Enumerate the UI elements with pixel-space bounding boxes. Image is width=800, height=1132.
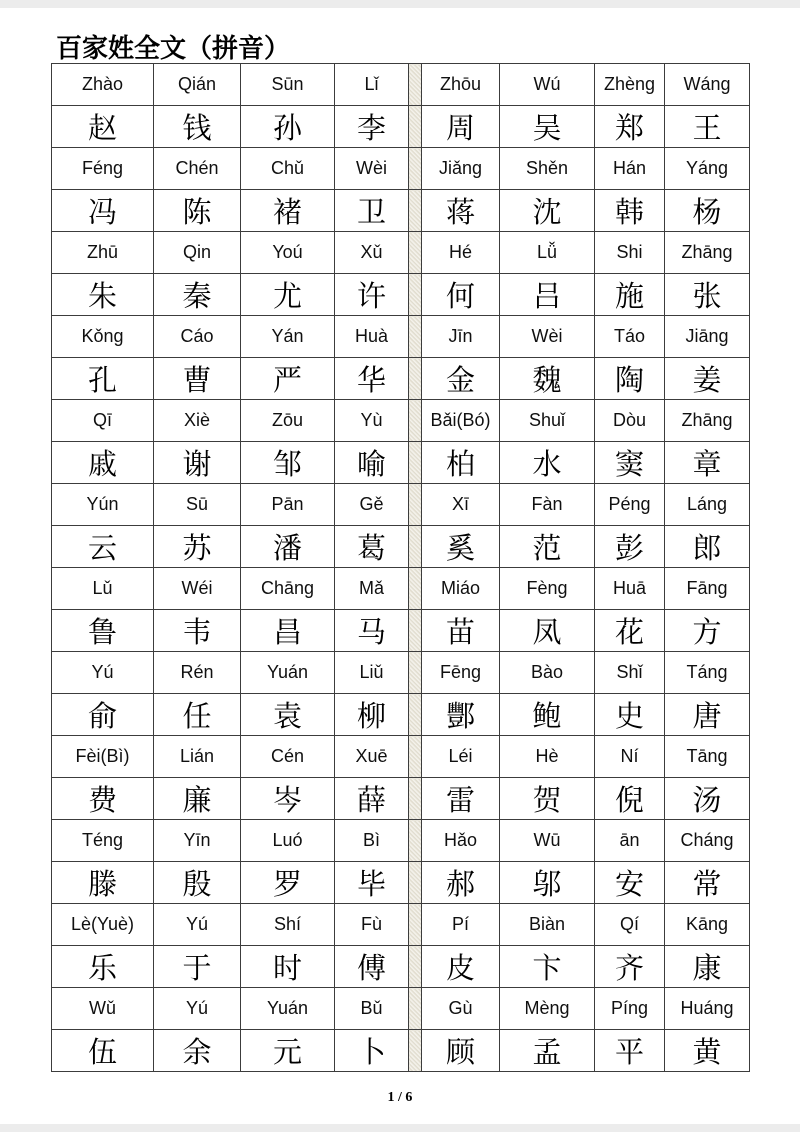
hanzi-cell: 鲍 — [500, 694, 595, 736]
pinyin-cell: Lè(Yuè) — [52, 904, 154, 946]
pinyin-row — [52, 484, 750, 526]
hanzi-row — [52, 946, 750, 988]
hanzi-cell: 赵 — [52, 106, 154, 148]
hanzi-cell: 皮 — [422, 946, 500, 988]
hanzi-cell: 岑 — [241, 778, 335, 820]
pinyin-cell: Gù — [422, 988, 500, 1030]
hanzi-cell: 冯 — [52, 190, 154, 232]
block-divider-cell — [409, 400, 422, 442]
pinyin-cell: Kǒng — [52, 316, 154, 358]
block-divider-cell — [409, 988, 422, 1030]
pinyin-row — [52, 736, 750, 778]
pinyin-cell: Xī — [422, 484, 500, 526]
hanzi-cell: 汤 — [665, 778, 750, 820]
hanzi-cell: 花 — [595, 610, 665, 652]
pinyin-cell: Fàn — [500, 484, 595, 526]
hanzi-cell: 鲁 — [52, 610, 154, 652]
pinyin-cell: Shěn — [500, 148, 595, 190]
pinyin-cell: Fēng — [422, 652, 500, 694]
pinyin-cell: Téng — [52, 820, 154, 862]
block-divider-cell — [409, 64, 422, 106]
pinyin-cell: Chāng — [241, 568, 335, 610]
hanzi-row — [52, 778, 750, 820]
hanzi-cell: 秦 — [154, 274, 241, 316]
pinyin-cell: Tāng — [665, 736, 750, 778]
hanzi-cell: 邬 — [500, 862, 595, 904]
pinyin-cell: Huáng — [665, 988, 750, 1030]
pinyin-cell: Pí — [422, 904, 500, 946]
hanzi-cell: 郎 — [665, 526, 750, 568]
hanzi-cell: 郝 — [422, 862, 500, 904]
pinyin-row — [52, 316, 750, 358]
pinyin-cell: Léi — [422, 736, 500, 778]
hanzi-cell: 陶 — [595, 358, 665, 400]
hanzi-cell: 元 — [241, 1030, 335, 1072]
hanzi-cell: 凤 — [500, 610, 595, 652]
pinyin-cell: Qí — [595, 904, 665, 946]
block-divider-cell — [409, 1030, 422, 1072]
pinyin-cell: Hé — [422, 232, 500, 274]
pinyin-cell: Wèi — [335, 148, 409, 190]
hanzi-cell: 伍 — [52, 1030, 154, 1072]
hanzi-cell: 苏 — [154, 526, 241, 568]
hanzi-cell: 章 — [665, 442, 750, 484]
hanzi-cell: 奚 — [422, 526, 500, 568]
pinyin-row — [52, 820, 750, 862]
page-number: 1 / 6 — [387, 1090, 413, 1105]
pinyin-cell: Wáng — [665, 64, 750, 106]
pinyin-cell: Pān — [241, 484, 335, 526]
hanzi-cell: 孔 — [52, 358, 154, 400]
hanzi-cell: 杨 — [665, 190, 750, 232]
hanzi-cell: 于 — [154, 946, 241, 988]
pinyin-cell: Luó — [241, 820, 335, 862]
hanzi-cell: 许 — [335, 274, 409, 316]
pinyin-cell: Qī — [52, 400, 154, 442]
hanzi-cell: 潘 — [241, 526, 335, 568]
hanzi-cell: 俞 — [52, 694, 154, 736]
hanzi-cell: 韩 — [595, 190, 665, 232]
pinyin-cell: Biàn — [500, 904, 595, 946]
pinyin-cell: Yún — [52, 484, 154, 526]
pinyin-cell: Wèi — [500, 316, 595, 358]
hanzi-cell: 蒋 — [422, 190, 500, 232]
pinyin-cell: Yuán — [241, 652, 335, 694]
hanzi-cell: 袁 — [241, 694, 335, 736]
pinyin-cell: Fù — [335, 904, 409, 946]
hanzi-cell: 时 — [241, 946, 335, 988]
hanzi-cell: 乐 — [52, 946, 154, 988]
hanzi-row — [52, 274, 750, 316]
pinyin-cell: Dòu — [595, 400, 665, 442]
pinyin-cell: Táo — [595, 316, 665, 358]
hanzi-cell: 任 — [154, 694, 241, 736]
hanzi-row — [52, 694, 750, 736]
pinyin-cell: Sū — [154, 484, 241, 526]
hanzi-cell: 沈 — [500, 190, 595, 232]
pinyin-cell: Yú — [52, 652, 154, 694]
hanzi-row — [52, 190, 750, 232]
block-divider-cell — [409, 442, 422, 484]
hanzi-cell: 吴 — [500, 106, 595, 148]
pinyin-cell: Zhū — [52, 232, 154, 274]
pinyin-cell: Wú — [500, 64, 595, 106]
hanzi-cell: 廉 — [154, 778, 241, 820]
pinyin-cell: Lǔ — [52, 568, 154, 610]
hanzi-cell: 薛 — [335, 778, 409, 820]
pinyin-cell: Jiāng — [665, 316, 750, 358]
pinyin-cell: Yù — [335, 400, 409, 442]
pinyin-row — [52, 400, 750, 442]
pinyin-cell: Mǎ — [335, 568, 409, 610]
hanzi-cell: 云 — [52, 526, 154, 568]
pinyin-cell: Jīn — [422, 316, 500, 358]
pinyin-cell: Wéi — [154, 568, 241, 610]
pinyin-cell: Hán — [595, 148, 665, 190]
pinyin-row — [52, 652, 750, 694]
pinyin-cell: Jiǎng — [422, 148, 500, 190]
hanzi-cell: 张 — [665, 274, 750, 316]
pinyin-cell: Lǐ — [335, 64, 409, 106]
pinyin-cell: Rén — [154, 652, 241, 694]
hanzi-cell: 金 — [422, 358, 500, 400]
pinyin-cell: Yoú — [241, 232, 335, 274]
pinyin-cell: Xuē — [335, 736, 409, 778]
pinyin-cell: Bǔ — [335, 988, 409, 1030]
hanzi-cell: 尤 — [241, 274, 335, 316]
pinyin-cell: Xǔ — [335, 232, 409, 274]
pinyin-cell: Qián — [154, 64, 241, 106]
block-divider-cell — [409, 778, 422, 820]
hanzi-cell: 顾 — [422, 1030, 500, 1072]
hanzi-cell: 昌 — [241, 610, 335, 652]
hanzi-cell: 卜 — [335, 1030, 409, 1072]
pinyin-cell: Wū — [500, 820, 595, 862]
pinyin-cell: Yuán — [241, 988, 335, 1030]
hanzi-cell: 彭 — [595, 526, 665, 568]
block-divider-cell — [409, 568, 422, 610]
pinyin-cell: ān — [595, 820, 665, 862]
hanzi-cell: 罗 — [241, 862, 335, 904]
block-divider-cell — [409, 946, 422, 988]
pinyin-cell: Kāng — [665, 904, 750, 946]
hanzi-row — [52, 862, 750, 904]
pinyin-cell: Shi — [595, 232, 665, 274]
pinyin-cell: Yīn — [154, 820, 241, 862]
pinyin-cell: Huā — [595, 568, 665, 610]
hanzi-row — [52, 1030, 750, 1072]
hanzi-cell: 窦 — [595, 442, 665, 484]
block-divider-cell — [409, 610, 422, 652]
pinyin-cell: Táng — [665, 652, 750, 694]
pinyin-cell: Lǚ — [500, 232, 595, 274]
hanzi-cell: 王 — [665, 106, 750, 148]
pinyin-cell: Cén — [241, 736, 335, 778]
pinyin-cell: Shí — [241, 904, 335, 946]
pinyin-cell: Xiè — [154, 400, 241, 442]
pinyin-cell: Sūn — [241, 64, 335, 106]
hanzi-cell: 毕 — [335, 862, 409, 904]
block-divider-cell — [409, 316, 422, 358]
block-divider-cell — [409, 148, 422, 190]
hanzi-cell: 陈 — [154, 190, 241, 232]
pinyin-cell: Bào — [500, 652, 595, 694]
pinyin-cell: Bǎi(Bó) — [422, 400, 500, 442]
hanzi-cell: 余 — [154, 1030, 241, 1072]
pinyin-cell: Chǔ — [241, 148, 335, 190]
hanzi-cell: 平 — [595, 1030, 665, 1072]
pinyin-cell: Péng — [595, 484, 665, 526]
hanzi-cell: 郑 — [595, 106, 665, 148]
hanzi-cell: 柳 — [335, 694, 409, 736]
hanzi-cell: 魏 — [500, 358, 595, 400]
hanzi-cell: 费 — [52, 778, 154, 820]
hanzi-cell: 酆 — [422, 694, 500, 736]
hanzi-row — [52, 358, 750, 400]
hanzi-cell: 孙 — [241, 106, 335, 148]
hanzi-row — [52, 442, 750, 484]
hanzi-cell: 倪 — [595, 778, 665, 820]
pinyin-cell: Zōu — [241, 400, 335, 442]
pinyin-cell: Ní — [595, 736, 665, 778]
hanzi-cell: 葛 — [335, 526, 409, 568]
block-divider-cell — [409, 904, 422, 946]
pinyin-row — [52, 64, 750, 106]
hanzi-cell: 柏 — [422, 442, 500, 484]
pinyin-cell: Bì — [335, 820, 409, 862]
hanzi-cell: 贺 — [500, 778, 595, 820]
pinyin-cell: Féng — [52, 148, 154, 190]
hanzi-row — [52, 610, 750, 652]
hanzi-cell: 喻 — [335, 442, 409, 484]
pinyin-cell: Píng — [595, 988, 665, 1030]
pinyin-cell: Hǎo — [422, 820, 500, 862]
pinyin-cell: Liǔ — [335, 652, 409, 694]
hanzi-cell: 钱 — [154, 106, 241, 148]
block-divider-cell — [409, 526, 422, 568]
hanzi-cell: 雷 — [422, 778, 500, 820]
hanzi-cell: 邹 — [241, 442, 335, 484]
hanzi-cell: 苗 — [422, 610, 500, 652]
hanzi-cell: 何 — [422, 274, 500, 316]
pinyin-cell: Huà — [335, 316, 409, 358]
hanzi-cell: 华 — [335, 358, 409, 400]
pinyin-cell: Miáo — [422, 568, 500, 610]
pinyin-cell: Wǔ — [52, 988, 154, 1030]
hanzi-cell: 姜 — [665, 358, 750, 400]
hanzi-cell: 滕 — [52, 862, 154, 904]
block-divider-cell — [409, 190, 422, 232]
pinyin-cell: Zhèng — [595, 64, 665, 106]
block-divider-cell — [409, 358, 422, 400]
block-divider-cell — [409, 862, 422, 904]
pinyin-cell: Chén — [154, 148, 241, 190]
pinyin-cell: Zhào — [52, 64, 154, 106]
pinyin-row — [52, 568, 750, 610]
page-edge-bottom-bar — [0, 1124, 800, 1132]
pinyin-cell: Lián — [154, 736, 241, 778]
pinyin-cell: Shuǐ — [500, 400, 595, 442]
hanzi-cell: 卞 — [500, 946, 595, 988]
block-divider-cell — [409, 106, 422, 148]
hanzi-cell: 黄 — [665, 1030, 750, 1072]
hanzi-cell: 戚 — [52, 442, 154, 484]
surnames-table — [51, 63, 750, 1072]
hanzi-cell: 吕 — [500, 274, 595, 316]
pinyin-cell: Yú — [154, 904, 241, 946]
pinyin-cell: Yáng — [665, 148, 750, 190]
pinyin-cell: Cáo — [154, 316, 241, 358]
hanzi-cell: 李 — [335, 106, 409, 148]
pinyin-cell: Fèng — [500, 568, 595, 610]
pinyin-cell: Qin — [154, 232, 241, 274]
block-divider-cell — [409, 736, 422, 778]
block-divider-cell — [409, 652, 422, 694]
hanzi-cell: 谢 — [154, 442, 241, 484]
hanzi-cell: 安 — [595, 862, 665, 904]
hanzi-cell: 常 — [665, 862, 750, 904]
hanzi-cell: 卫 — [335, 190, 409, 232]
pinyin-cell: Hè — [500, 736, 595, 778]
hanzi-cell: 朱 — [52, 274, 154, 316]
hanzi-cell: 殷 — [154, 862, 241, 904]
hanzi-cell: 施 — [595, 274, 665, 316]
hanzi-cell: 傅 — [335, 946, 409, 988]
hanzi-cell: 马 — [335, 610, 409, 652]
pinyin-cell: Fèi(Bì) — [52, 736, 154, 778]
hanzi-cell: 水 — [500, 442, 595, 484]
hanzi-row — [52, 526, 750, 568]
page-title: 百家姓全文（拼音） — [56, 33, 291, 63]
hanzi-cell: 严 — [241, 358, 335, 400]
hanzi-cell: 齐 — [595, 946, 665, 988]
hanzi-cell: 唐 — [665, 694, 750, 736]
pinyin-row — [52, 988, 750, 1030]
pinyin-cell: Yán — [241, 316, 335, 358]
hanzi-cell: 范 — [500, 526, 595, 568]
pinyin-cell: Gě — [335, 484, 409, 526]
pinyin-cell: Zhōu — [422, 64, 500, 106]
hanzi-cell: 孟 — [500, 1030, 595, 1072]
pinyin-cell: Cháng — [665, 820, 750, 862]
block-divider-cell — [409, 820, 422, 862]
hanzi-cell: 褚 — [241, 190, 335, 232]
pinyin-cell: Shǐ — [595, 652, 665, 694]
hanzi-cell: 史 — [595, 694, 665, 736]
block-divider-cell — [409, 274, 422, 316]
block-divider-cell — [409, 484, 422, 526]
pinyin-cell: Yú — [154, 988, 241, 1030]
pinyin-row — [52, 148, 750, 190]
pinyin-cell: Zhāng — [665, 400, 750, 442]
hanzi-cell: 康 — [665, 946, 750, 988]
pinyin-cell: Zhāng — [665, 232, 750, 274]
hanzi-cell: 韦 — [154, 610, 241, 652]
page-edge-top-bar — [0, 0, 800, 8]
hanzi-cell: 周 — [422, 106, 500, 148]
hanzi-row — [52, 106, 750, 148]
pinyin-cell: Mèng — [500, 988, 595, 1030]
block-divider-cell — [409, 694, 422, 736]
hanzi-cell: 方 — [665, 610, 750, 652]
pinyin-row — [52, 232, 750, 274]
block-divider-cell — [409, 232, 422, 274]
pinyin-row — [52, 904, 750, 946]
pinyin-cell: Láng — [665, 484, 750, 526]
hanzi-cell: 曹 — [154, 358, 241, 400]
pinyin-cell: Fāng — [665, 568, 750, 610]
